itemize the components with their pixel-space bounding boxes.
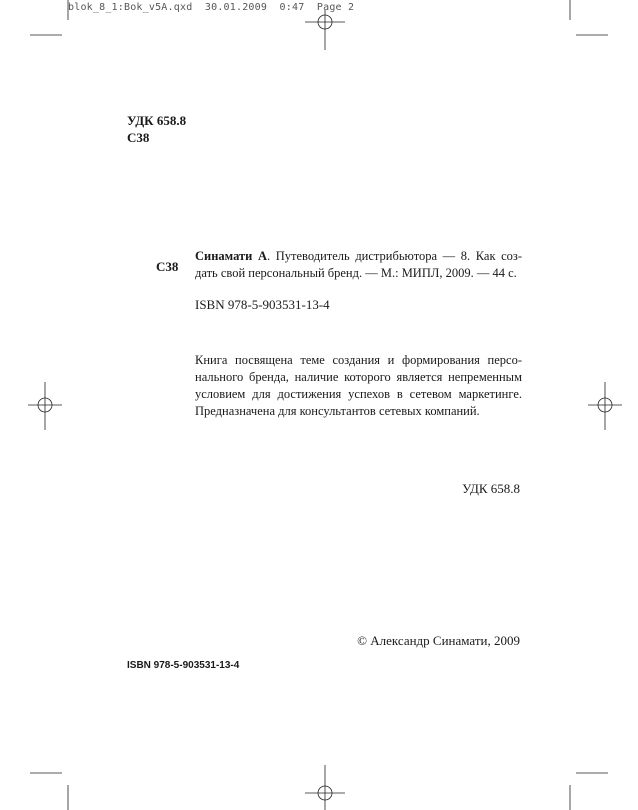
isbn-bottom: ISBN 978-5-903531-13-4	[127, 660, 240, 671]
slug-page: Page 2	[316, 2, 355, 13]
udk-code: УДК 658.8	[127, 113, 187, 128]
slug-file: blok_8_1:Bok_v5A.qxd	[68, 2, 193, 13]
copyright-notice: © Александр Синамати, 2009	[357, 633, 520, 648]
author-name: Синамати А	[195, 249, 268, 263]
slug-date: 30.01.2009	[204, 2, 268, 13]
slug-time: 0:47	[279, 2, 305, 13]
registration-mark-left-icon	[28, 382, 62, 430]
annotation-line-3: условием для достижения успехов в сетевом маркетинге.	[195, 387, 522, 401]
annotation-line-1: Книга посвящена теме создания и формирования персо-	[195, 353, 522, 367]
registration-mark-top-icon	[305, 10, 345, 50]
title-line-1: . Путеводитель дистрибьютора — 8. Как соз-	[267, 249, 523, 263]
bbk-code: С38	[127, 130, 150, 145]
author-mark: С38	[156, 259, 179, 274]
title-line-2: дать свой персональный бренд. — М.: МИПЛ, 2009. — 44 с.	[195, 266, 517, 280]
udk-footer: УДК 658.8	[462, 481, 520, 496]
registration-mark-bottom-icon	[305, 765, 345, 810]
udk-header	[127, 112, 186, 146]
isbn-main: ISBN 978-5-903531-13-4	[195, 297, 330, 312]
annotation-line-4: Предназначена для консультантов сетевых компаний.	[195, 404, 480, 418]
annotation-line-2: нального бренда, наличие которого является непременным	[195, 370, 522, 384]
annotation	[195, 352, 522, 420]
bibliographic-record	[195, 248, 522, 282]
registration-mark-right-icon	[588, 382, 622, 430]
